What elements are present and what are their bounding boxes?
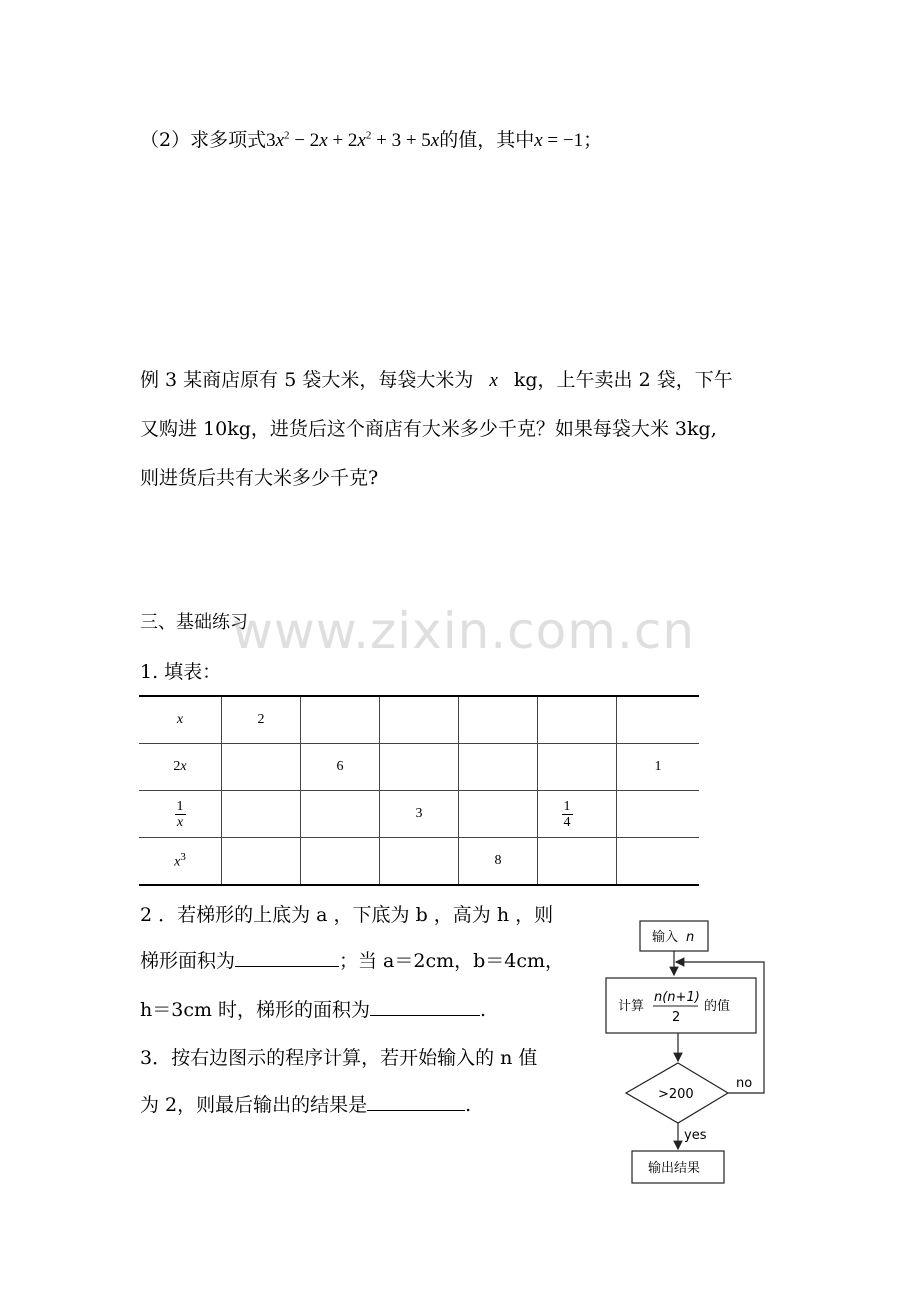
table-cell bbox=[301, 791, 380, 838]
table-cell: 8 bbox=[459, 838, 538, 886]
table-cell bbox=[538, 838, 617, 886]
problem-2-prefix: （2）求多项式 bbox=[140, 129, 267, 151]
problem-2-line bbox=[140, 125, 602, 152]
table-cell bbox=[380, 696, 459, 744]
question-2-line-3 bbox=[140, 995, 486, 1022]
output-label: 输出结果 bbox=[648, 1161, 701, 1176]
row-header-2x: 2x bbox=[139, 744, 222, 791]
table-row bbox=[139, 838, 699, 886]
table-cell bbox=[222, 838, 301, 886]
table-cell bbox=[617, 791, 700, 838]
table-cell bbox=[459, 696, 538, 744]
table-cell bbox=[617, 838, 700, 886]
answer-blank-area-value[interactable] bbox=[370, 997, 480, 1016]
table-row bbox=[139, 744, 699, 791]
problem-2-end: ； bbox=[583, 129, 603, 151]
watermark: www.zixin.com.cn bbox=[232, 602, 696, 660]
question-2-line-1: 2 ．若梯形的上底为 a ，下底为 b ，高为 h ，则 bbox=[140, 904, 554, 926]
table-cell bbox=[538, 791, 617, 838]
fill-in-table bbox=[139, 695, 699, 886]
question-2-text-a: 梯形面积为 bbox=[140, 950, 236, 972]
table-cell bbox=[459, 791, 538, 838]
calc-prefix: 计算 bbox=[618, 999, 645, 1014]
question-2-period: . bbox=[480, 999, 487, 1021]
example-3-variable: x bbox=[489, 370, 498, 391]
table-row bbox=[139, 791, 699, 838]
yes-label: yes bbox=[684, 1128, 707, 1143]
question-3-period: . bbox=[465, 1094, 472, 1116]
polynomial-expression: $3x^2 - 2x + 2x^2 + 3 + 5x$ bbox=[266, 129, 440, 151]
table-row bbox=[139, 696, 699, 744]
question-1-label: 1. 填表： bbox=[140, 661, 222, 683]
table-cell bbox=[222, 791, 301, 838]
question-3-line-1: 3．按右边图示的程序计算，若开始输入的 n 值 bbox=[140, 1047, 538, 1069]
question-3-text: 为 2，则最后输出的结果是 bbox=[140, 1094, 368, 1116]
table-cell: 6 bbox=[301, 744, 380, 791]
example-3-line-3: 则进货后共有大米多少千克? bbox=[140, 467, 379, 489]
question-3-line-2 bbox=[140, 1090, 471, 1117]
table-cell bbox=[617, 696, 700, 744]
example-3-line-2: 又购进 10kg，进货后这个商店有大米多少千克？如果每袋大米 3kg, bbox=[140, 418, 717, 440]
fraction-1-over-4: $\frac{1}{4}$ bbox=[563, 798, 571, 830]
example-3-text-a: 例 3 某商店原有 5 袋大米，每袋大米为 bbox=[140, 369, 474, 391]
table-cell: 2 bbox=[222, 696, 301, 744]
example-3-line-1 bbox=[140, 365, 733, 392]
answer-blank-result[interactable] bbox=[367, 1092, 465, 1111]
program-flowchart bbox=[598, 915, 778, 1195]
table-cell bbox=[538, 696, 617, 744]
question-2-line-2 bbox=[140, 946, 564, 973]
answer-blank-area[interactable] bbox=[235, 948, 339, 967]
section-heading: 三、基础练习 bbox=[140, 612, 248, 633]
input-variable: n bbox=[686, 930, 695, 945]
table-cell bbox=[301, 838, 380, 886]
table-cell bbox=[222, 744, 301, 791]
decision-condition: >200 bbox=[658, 1087, 694, 1102]
calc-denominator: 2 bbox=[672, 1010, 681, 1025]
table-cell bbox=[538, 744, 617, 791]
row-header-reciprocal bbox=[139, 791, 222, 838]
table-cell: 1 bbox=[617, 744, 700, 791]
table-cell bbox=[380, 838, 459, 886]
table-cell: 3 bbox=[380, 791, 459, 838]
problem-2-suffix: 的值，其中 bbox=[439, 129, 535, 151]
table-cell bbox=[459, 744, 538, 791]
example-3-text-b: kg，上午卖出 2 袋，下午 bbox=[513, 369, 733, 391]
row-header-x-cubed: $x^3$ bbox=[139, 838, 222, 886]
fraction-1-over-x: $\frac{1}{x}$ bbox=[176, 798, 184, 830]
table-cell bbox=[301, 696, 380, 744]
question-2-text-c: h＝3cm 时，梯形的面积为 bbox=[140, 999, 371, 1021]
no-label: no bbox=[736, 1076, 753, 1091]
x-value-expression: x = −1 bbox=[534, 130, 584, 151]
question-2-text-b: ；当 a＝2cm，b＝4cm， bbox=[339, 950, 565, 972]
calc-numerator: n(n+1) bbox=[654, 990, 700, 1005]
calc-suffix: 的值 bbox=[704, 999, 731, 1014]
input-label: 输入 bbox=[652, 930, 679, 945]
table-cell bbox=[380, 744, 459, 791]
row-header-x: x bbox=[139, 696, 222, 744]
